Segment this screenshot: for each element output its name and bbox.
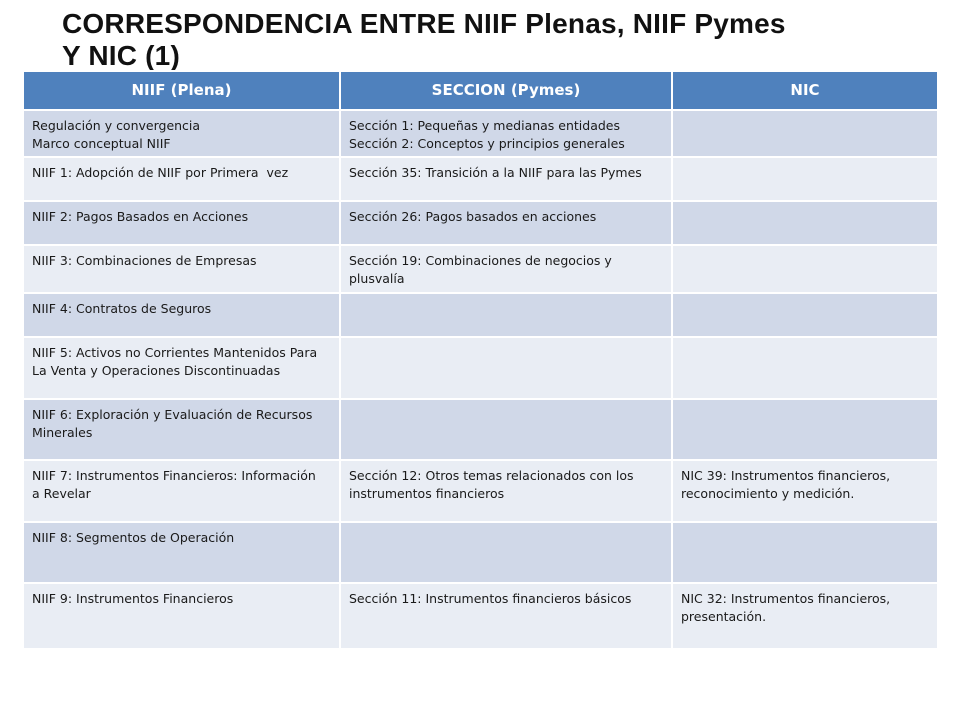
cell-text-line: NIIF 5: Activos no Corrientes Mantenidos Para — [32, 345, 318, 360]
cell-niif-plena — [23, 337, 340, 399]
table-row — [23, 337, 938, 399]
cell-niif-plena — [23, 293, 340, 337]
cell-niif-plena — [23, 522, 340, 583]
slide-title — [62, 8, 902, 72]
cell-seccion-pymes — [340, 245, 672, 293]
cell-text-line: NIIF 6: Exploración y Evaluación de Recursos — [32, 407, 313, 422]
table-row — [23, 201, 938, 245]
cell-text-line: NIIF 3: Combinaciones de Empresas — [32, 253, 257, 268]
header-row — [23, 71, 938, 110]
cell-text-line: a Revelar — [32, 486, 91, 501]
table-row — [23, 245, 938, 293]
cell-seccion-pymes — [340, 460, 672, 522]
cell-text-line: La Venta y Operaciones Discontinuadas — [32, 363, 281, 378]
cell-text-line: NIIF 4: Contratos de Seguros — [32, 301, 212, 316]
cell-niif-plena — [23, 245, 340, 293]
cell-niif-plena — [23, 110, 340, 157]
cell-text-line: Sección 1: Pequeñas y medianas entidades — [349, 118, 621, 133]
cell-text-line: NIIF 1: Adopción de NIIF por Primera vez — [32, 165, 289, 180]
cell-nic — [672, 583, 938, 649]
cell-text-line: instrumentos financieros — [349, 486, 505, 501]
cell-nic — [672, 110, 938, 157]
header-niif-plena: NIIF (Plena) — [23, 71, 340, 110]
cell-seccion-pymes — [340, 399, 672, 460]
cell-nic — [672, 245, 938, 293]
cell-text-line: Regulación y convergencia — [32, 118, 201, 133]
cell-nic — [672, 460, 938, 522]
cell-seccion-pymes — [340, 337, 672, 399]
cell-seccion-pymes — [340, 522, 672, 583]
cell-text-line: Sección 11: Instrumentos financieros básicos — [349, 591, 632, 606]
slide-title-line-1: CORRESPONDENCIA ENTRE NIIF Plenas, NIIF Pymes — [62, 8, 786, 39]
cell-text-line: Sección 2: Conceptos y principios generales — [349, 136, 625, 151]
cell-text-line: NIIF 9: Instrumentos Financieros — [32, 591, 234, 606]
header-seccion-pymes: SECCION (Pymes) — [340, 71, 672, 110]
table-row — [23, 293, 938, 337]
cell-text-line: NIC 32: Instrumentos financieros, — [681, 591, 891, 606]
cell-seccion-pymes — [340, 110, 672, 157]
cell-niif-plena — [23, 157, 340, 201]
header-nic: NIC — [672, 71, 938, 110]
cell-text-line: Marco conceptual NIIF — [32, 136, 171, 151]
cell-seccion-pymes — [340, 293, 672, 337]
correspondence-table — [22, 70, 939, 650]
cell-nic — [672, 522, 938, 583]
cell-nic — [672, 337, 938, 399]
cell-seccion-pymes — [340, 201, 672, 245]
table-row — [23, 399, 938, 460]
cell-text-line: NIIF 7: Instrumentos Financieros: Información — [32, 468, 316, 483]
table-row — [23, 110, 938, 157]
table-row — [23, 157, 938, 201]
cell-text-line: Sección 35: Transición a la NIIF para las Pymes — [349, 165, 642, 180]
slide-title-line-2: Y NIC (1) — [62, 40, 180, 71]
table-body — [23, 110, 938, 649]
cell-text-line: Sección 12: Otros temas relacionados con los — [349, 468, 634, 483]
table-row — [23, 522, 938, 583]
cell-nic — [672, 399, 938, 460]
cell-niif-plena — [23, 201, 340, 245]
cell-nic — [672, 293, 938, 337]
cell-text-line: presentación. — [681, 609, 767, 624]
cell-text-line: NIIF 2: Pagos Basados en Acciones — [32, 209, 249, 224]
cell-niif-plena — [23, 399, 340, 460]
cell-text-line: Sección 19: Combinaciones de negocios y — [349, 253, 612, 268]
cell-nic — [672, 201, 938, 245]
table-row — [23, 583, 938, 649]
cell-seccion-pymes — [340, 583, 672, 649]
cell-seccion-pymes — [340, 157, 672, 201]
cell-text-line: Minerales — [32, 425, 93, 440]
cell-text-line: NIIF 8: Segmentos de Operación — [32, 530, 235, 545]
cell-text-line: NIC 39: Instrumentos financieros, — [681, 468, 891, 483]
cell-niif-plena — [23, 583, 340, 649]
table-header — [23, 71, 938, 110]
cell-niif-plena — [23, 460, 340, 522]
cell-text-line: reconocimiento y medición. — [681, 486, 855, 501]
cell-text-line: plusvalía — [349, 271, 405, 286]
table-row — [23, 460, 938, 522]
cell-nic — [672, 157, 938, 201]
cell-text-line: Sección 26: Pagos basados en acciones — [349, 209, 597, 224]
